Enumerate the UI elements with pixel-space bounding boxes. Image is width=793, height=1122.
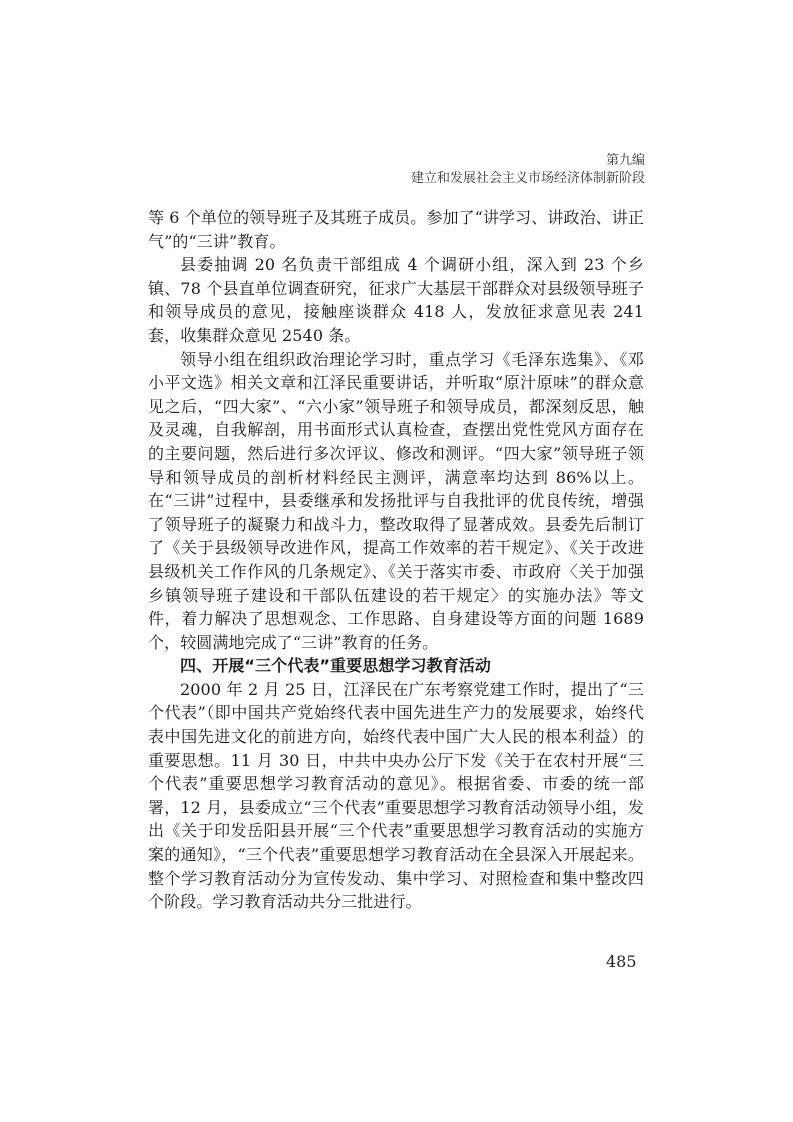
running-head-part: 第九编 (605, 153, 645, 168)
running-head-subtitle: 建立和发展社会主义市场经济体制新阶段 (410, 171, 645, 186)
paragraph-continued: 等 6 个单位的领导班子及其班子成员。参加了“讲学习、讲政治、讲正气”的“三讲”教育。 (148, 208, 644, 251)
page-number: 485 (606, 952, 637, 971)
body-text (148, 206, 644, 914)
paragraph: 领导小组在组织政治理论学习时，重点学习《毛泽东选集》、《邓小平文选》相关文章和江泽民重要讲话，并听取“原汁原味”的群众意见之后，“四大家”、“六小家”领导班子和领导成员，都深刻反思，触及灵魂，自我解剖，用书面形式认真检查，查摆出党性党风方面存在的主要问题，然后进行多次评议、修改和测评。“四大家”领导班子领导和领导成员的剖析材料经民主测评，满意率均达到 86%以上。在“三讲”过程中，县委继承和发扬批评与自我批评的优良传统，增强了领导班子的凝聚力和战斗力，整改取得了显著成效。县委先后制订了《关于县级领导改进作风，提高工作效率的若干规定》、《关于改进县级机关工作作风的几条规定》、《关于落实市委、市政府〈关于加强乡镇领导班子建设和干部队伍建设的若干规定〉的实施办法》等文件，着力解决了思想观念、工作思路、自身建设等方面的问题 1689 个，较圆满地完成了“三讲”教育的任务。 (148, 349, 644, 652)
paragraph: 县委抽调 20 名负责干部组成 4 个调研小组，深入到 23 个乡镇、78 个县直单位调查研究，征求广大基层干部群众对县级领导班子和领导成员的意见，接触座谈群众 418 人，发放征求意见表 241 套，收集群众意见 2540 条。 (148, 255, 644, 345)
running-head (411, 152, 645, 188)
section-heading: 四、开展“三个代表”重要思想学习教育活动 (180, 656, 492, 676)
paragraph: 2000 年 2 月 25 日，江泽民在广东考察党建工作时，提出了“三个代表”（即中国共产党始终代表中国先进生产力的发展要求，始终代表中国先进文化的前进方向，始终代表中国广大人民的根本利益）的重要思想。11 月 30 日，中共中央办公厅下发《关于在农村开展“三个代表”重要思想学习教育活动的意见》。根据省委、市委的统一部署，12 月，县委成立“三个代表”重要思想学习教育活动领导小组，发出《关于印发岳阳县开展“三个代表”重要思想学习教育活动的实施方案的通知》，“三个代表”重要思想学习教育活动在全县深入开展起来。整个学习教育活动分为宣传发动、集中学习、对照检查和集中整改四个阶段。学习教育活动共分三批进行。 (148, 679, 644, 912)
